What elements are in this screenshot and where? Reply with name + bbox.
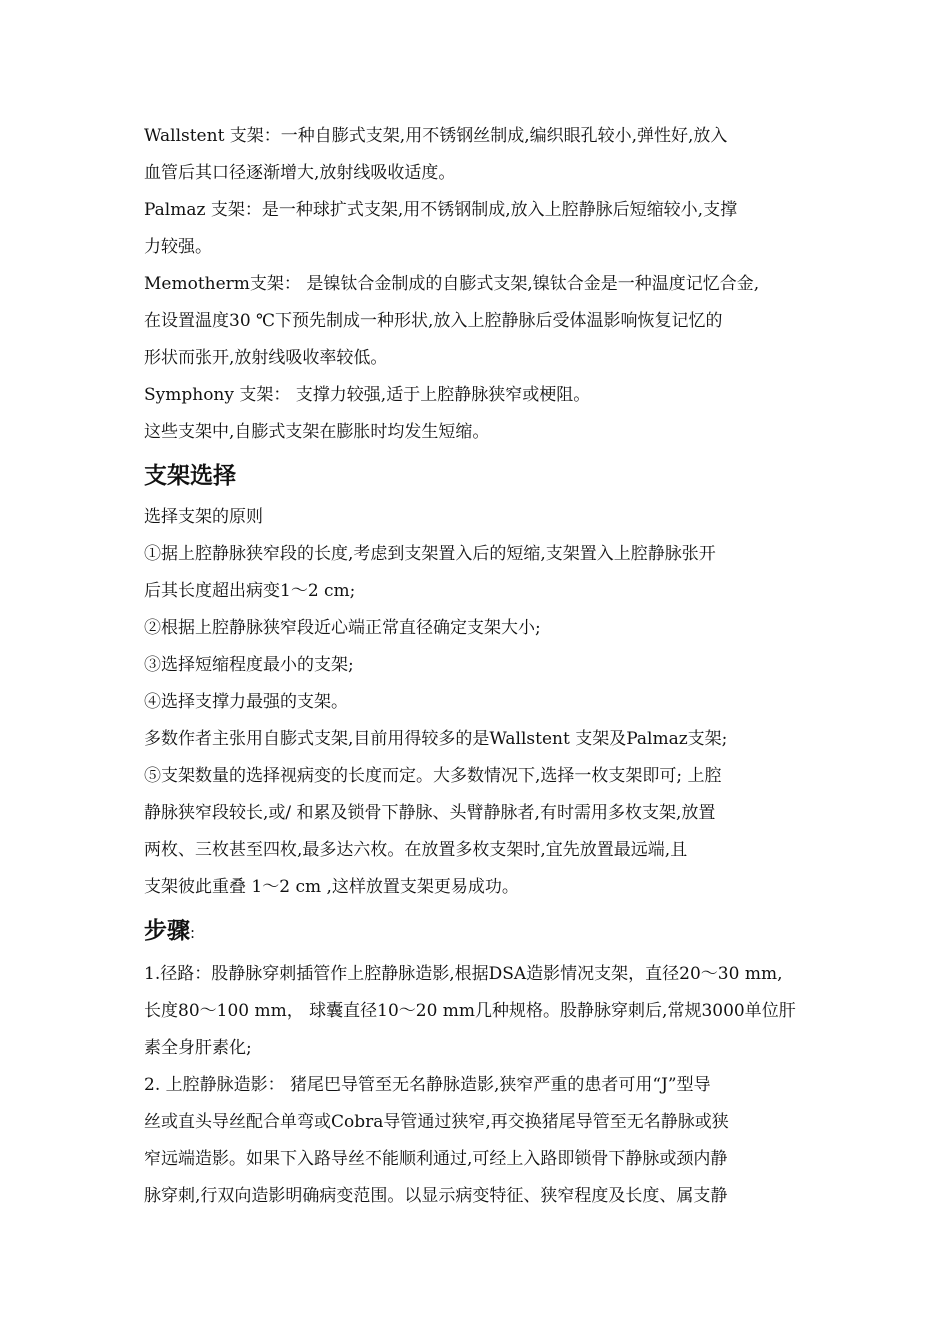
text-line: 力较强。 bbox=[144, 237, 212, 257]
stent-types-section bbox=[144, 118, 824, 451]
text-line: ②根据上腔静脉狭窄段近心端正常直径确定支架大小; bbox=[144, 618, 541, 638]
section-heading-steps bbox=[144, 908, 824, 956]
text-line: 素全身肝素化; bbox=[144, 1038, 252, 1058]
text-line: 后其长度超出病变1～2 cm; bbox=[144, 581, 356, 601]
stent-selection-section bbox=[144, 499, 824, 906]
text-line: 静脉狭窄段较长,或/ 和累及锁骨下静脉、头臂静脉者,有时需用多枚支架,放置 bbox=[144, 803, 716, 823]
text-line: ⑤支架数量的选择视病变的长度而定。大多数情况下,选择一枚支架即可; 上腔 bbox=[144, 766, 722, 786]
text-line: 窄远端造影。如果下入路导丝不能顺利通过,可经上入路即锁骨下静脉或颈内静 bbox=[144, 1149, 728, 1169]
text-line: 在设置温度30 ℃下预先制成一种形状,放入上腔静脉后受体温影响恢复记忆的 bbox=[144, 311, 723, 331]
document-page bbox=[144, 118, 824, 1215]
text-line: 长度80～100 mm， 球囊直径10～20 mm几种规格。股静脉穿刺后,常规3000单位肝 bbox=[144, 1001, 796, 1021]
text-line: 多数作者主张用自膨式支架,目前用得较多的是Wallstent 支架及Palmaz支架; bbox=[144, 729, 728, 749]
text-line: ④选择支撑力最强的支架。 bbox=[144, 692, 348, 712]
text-line: 2. 上腔静脉造影： 猪尾巴导管至无名静脉造影,狭窄严重的患者可用“J”型导 bbox=[144, 1075, 711, 1095]
text-line: 这些支架中,自膨式支架在膨胀时均发生短缩。 bbox=[144, 422, 490, 442]
text-line: 形状而张开,放射线吸收率较低。 bbox=[144, 348, 388, 368]
text-line: Palmaz 支架：是一种球扩式支架,用不锈钢制成,放入上腔静脉后短缩较小,支撑 bbox=[144, 200, 738, 220]
text-line: 1.径路：股静脉穿刺插管作上腔静脉造影,根据DSA造影情况支架，直径20～30 mm, bbox=[144, 964, 783, 984]
text-line: ①据上腔静脉狭窄段的长度,考虑到支架置入后的短缩,支架置入上腔静脉张开 bbox=[144, 544, 716, 564]
steps-heading-colon: : bbox=[190, 924, 196, 942]
text-line: 支架彼此重叠 1～2 cm ,这样放置支架更易成功。 bbox=[144, 877, 519, 897]
steps-section bbox=[144, 956, 824, 1215]
text-line: 选择支架的原则 bbox=[144, 507, 263, 527]
section-heading-stent-selection: 支架选择 bbox=[144, 463, 236, 489]
text-line: Symphony 支架： 支撑力较强,适于上腔静脉狭窄或梗阻。 bbox=[144, 385, 591, 405]
text-line: 丝或直头导丝配合单弯或Cobra导管通过狭窄,再交换猪尾导管至无名静脉或狭 bbox=[144, 1112, 729, 1132]
text-line: 血管后其口径逐渐增大,放射线吸收适度。 bbox=[144, 163, 456, 183]
text-line: 两枚、三枚甚至四枚,最多达六枚。在放置多枚支架时,宜先放置最远端,且 bbox=[144, 840, 688, 860]
text-line: 脉穿刺,行双向造影明确病变范围。以显示病变特征、狭窄程度及长度、属支静 bbox=[144, 1186, 728, 1206]
steps-heading-text: 步骤 bbox=[144, 918, 190, 944]
text-line: Memotherm支架： 是镍钛合金制成的自膨式支架,镍钛合金是一种温度记忆合金, bbox=[144, 274, 760, 294]
text-line: Wallstent 支架：一种自膨式支架,用不锈钢丝制成,编织眼孔较小,弹性好,放入 bbox=[144, 126, 728, 146]
text-line: ③选择短缩程度最小的支架; bbox=[144, 655, 354, 675]
